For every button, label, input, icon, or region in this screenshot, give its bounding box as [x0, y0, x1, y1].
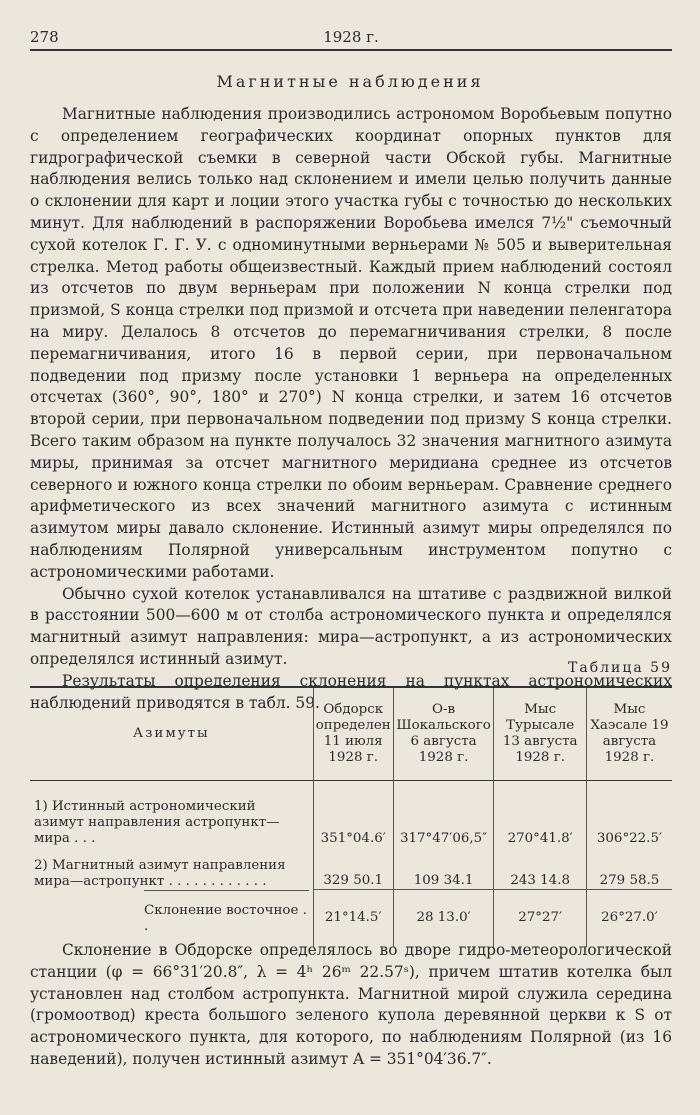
closing-text [30, 940, 672, 1071]
table-cell: 27°27′ [494, 890, 586, 947]
row-label: 2) Магнитный азимут направления мира—астропункт . . . . . . . . . . . . [34, 857, 286, 889]
page-header [30, 28, 672, 50]
column-header: Мыс Турысале 13 августа 1928 г. [494, 687, 586, 781]
declination-table [30, 686, 672, 947]
row-label-cell [30, 890, 313, 947]
table-cell: 243 14.8 [494, 847, 586, 890]
table-cell: 351°04.6′ [313, 781, 393, 848]
column-header: Обдорск определен 11 июля 1928 г. [313, 687, 393, 781]
paragraph: Склонение в Обдорске определялось во дворе гидро-метеорологической станции (φ = 66°31′20.8″, λ = 4ʰ 26ᵐ 22.57ˢ), причем штатив котелка был установлен над столбом астропункта. Магнитной мирой служила середина (громоотвод) креста большого зеленого купола деревянной церкви к S от астрономического пункта, для которого, по наблюдениям Полярной (из 16 наведений), получен истинный азимут A = 351°04′36.7″. [30, 941, 672, 1068]
column-header: О-в Шокальского 6 августа 1928 г. [393, 687, 494, 781]
table-cell: 109 34.1 [393, 847, 494, 890]
table-row [30, 847, 672, 890]
paragraph: Магнитные наблюдения производились астрономом Воробьевым попутно с определением географических координат опорных пунктов для гидрографической съемки в северной части Обской губы. Магнитные наблюдения велись только над склонением и имели целью получить данные о склонении для карт и лоции этого участка губы с точностью до нескольких минут. Для наблюдений в распоряжении Воробьева имелся 7½" съемочный сухой котелок Г. Г. У. с одноминутными верньерами № 505 и выверительная стрелка. Метод работы общеизвестный. Каждый прием наблюдений состоял из отсчетов по двум верньерам при положении N конца стрелки под призмой, S конца стрелки под призмой и отсчета при наведении пеленгатора на миру. Делалось 8 отсчетов до перемагничивания стрелки, 8 после перемагничивания, итого 16 в первой серии, при первоначальном подведении под призму после установки 1 верньера на определенных отсчетах (360°, 90°, 180° и 270°) N конца стрелки, и затем 16 отсчетов второй серии, при первоначальном подведении под призму S конца стрелки. Всего таким образом на пункте получалось 32 значения магнитного азимута миры, принимая за отсчет магнитного меридиана среднее из отсчетов северного и южного конца стрелки по обоим верньерам. Сравнение среднего арифметического из всех значений магнитного азимута с истинным азимутом миры давало склонение. Истинный азимут миры определялся по наблюдениям Полярной универсальным инструментом попутно с астрономическими работами. [30, 105, 672, 581]
table-row-total [30, 890, 672, 947]
table-cell: 306°22.5′ [586, 781, 672, 848]
row-header-cell: Азимуты [30, 687, 313, 781]
table-caption: Таблица 59 [568, 660, 672, 676]
header-rule [30, 49, 672, 51]
table-cell: 317°47′06,5″ [393, 781, 494, 848]
section-title: Магнитные наблюдения [216, 72, 484, 91]
body-text [30, 104, 672, 714]
table-row [30, 781, 672, 848]
paragraph: Обычно сухой котелок устанавливался на штативе с раздвижной вилкой в расстоянии 500—600 м от столба астрономического пункта и определялся магнитный азимут направления: мира—астропункт, а из астрономических определялся истинный азимут. [30, 584, 672, 668]
running-head: 1928 г. [323, 28, 379, 46]
column-header: Мыс Хаэсале 19 августа 1928 г. [586, 687, 672, 781]
row-label: Склонение восточное . . [144, 890, 309, 947]
page-number: 278 [30, 28, 59, 46]
table-cell: 28 13.0′ [393, 890, 494, 947]
table-cell: 329 50.1 [313, 847, 393, 890]
table-cell: 279 58.5 [586, 847, 672, 890]
row-label: 1) Истинный астрономический азимут направления астропункт—мира . . . [34, 799, 280, 846]
table-cell: 21°14.5′ [313, 890, 393, 947]
table-cell: 270°41.8′ [494, 781, 586, 848]
table-cell: 26°27.0′ [586, 890, 672, 947]
paragraph: Результаты определения склонения на пунктах астрономических наблюдений приводятся в табл. 59. [30, 671, 672, 712]
table-header-row [30, 687, 672, 781]
